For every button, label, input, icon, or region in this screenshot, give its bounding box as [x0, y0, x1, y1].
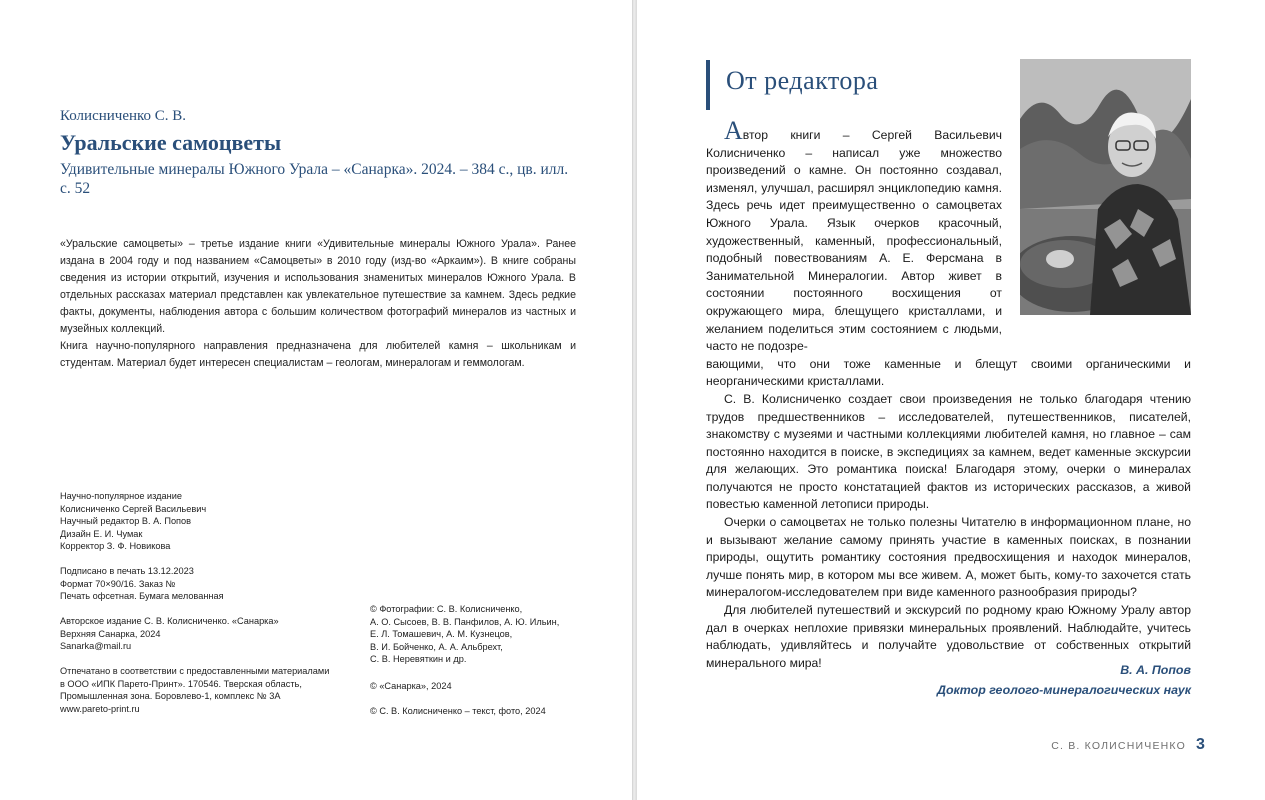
signature-name: В. А. Попов	[1120, 663, 1191, 677]
imprint-line: в ООО «ИПК Парето-Принт». 170546. Тверская область,	[60, 678, 302, 689]
credit-line: © Фотографии: С. В. Колисниченко,	[370, 604, 523, 614]
credit-line: С. В. Неревяткин и др.	[370, 654, 467, 664]
credit-line: Е. Л. Томашевич, А. М. Кузнецов,	[370, 629, 513, 639]
imprint-line: Подписано в печать 13.12.2023	[60, 566, 194, 576]
abstract-paragraph: Книга научно-популярного направления предназначена для любителей камня – школьникам и студентам. Материал будет интересен специалистам – геологам, минералогам и геммологам.	[60, 340, 576, 369]
credit-line: В. И. Бойченко, А. А. Альбрехт,	[370, 641, 503, 652]
first-paragraph-wrap	[706, 116, 1002, 356]
left-page	[0, 0, 632, 800]
signature-role: Доктор геолого-минералогических наук	[937, 683, 1191, 697]
imprint-block	[60, 490, 206, 553]
paragraph-1-lines: втор книги – Сергей Васильевич Колисниченко – написал уже множество произведений о камне. Он постоянно создавал, изменял, улучшал, расширял энциклопедию камня. Здесь речь идет преимущественно о самоцветах Южного Урала. Язык очерков красочный, художественный, каменный, профессиональный, подобный повествованиям А. Е. Ферсмана в Занимательной Минералогии. Автор живет в состоянии постоянного восхищения от окружающего мира, блещущего кристаллами, и желанием поделиться этим состоянием с людьми, часто не подозре-	[706, 128, 1002, 354]
imprint-line: Корректор З. Ф. Новикова	[60, 541, 171, 551]
abstract	[60, 236, 576, 372]
paragraph-1-continuation: вающими, что они тоже каменные и блещут своими органическими и неорганическими кристаллами.	[706, 356, 1191, 389]
drop-cap: А	[724, 116, 743, 145]
abstract-paragraph: «Уральские самоцветы» – третье издание книги «Удивительные минералы Южного Урала». Ранее издана в 2004 году и под названием «Самоцветы» в 2010 году (изд-во «Аркаим»). В книге собраны сведения из истории открытий, изучения и использования знаменитых минералов Южного Урала. В отдельных рассказах материал представлен как увлекательное путешествие за камнем. Здесь редкие факты, документы, наблюдения автора с большим количеством фотографий минералов из частных и музейных коллекций.	[60, 238, 576, 335]
imprint-block	[60, 665, 329, 715]
publisher-credit: © «Санарка», 2024	[370, 681, 452, 691]
section-heading: От редактора	[726, 66, 879, 95]
credit-line: А. О. Сысоев, В. В. Панфилов, А. Ю. Ильин,	[370, 616, 560, 627]
imprint-line: Печать офсетная. Бумага мелованная	[60, 591, 224, 601]
photo-credits	[370, 603, 559, 666]
imprint-line: Авторское издание С. В. Колисниченко. «Санарка»	[60, 616, 279, 626]
editor-text	[706, 116, 1191, 672]
paragraph-3: Очерки о самоцветах не только полезны Читателю в информационном плане, но и вызывают желание самому принять участие в каменных поисках, в познании природы, ощутить романтику состояния предвосхищения и находок минералов, лучше понять мир, в котором мы все живем. А, может быть, кому-то захочется стать минералогом-исследователем при виде каменного разнообразия природы?	[706, 515, 1191, 600]
imprint-block	[60, 565, 224, 603]
book-subtitle: Удивительные минералы Южного Урала – «Санарка». 2024. – 384 с., цв. илл. с. 52	[60, 161, 569, 197]
imprint-line: Научный редактор В. А. Попов	[60, 516, 192, 526]
page-number: 3	[1196, 736, 1205, 753]
imprint-line: Отпечатано в соответствии с предоставленными материалами	[60, 666, 330, 676]
paragraph-4: Для любителей путешествий и экскурсий по родному краю Южному Уралу автор дал в очерках неплохие привязки минеральных проявлений. Наблюдайте, учитесь наблюдать, удивляйтесь и получайте удовольствие от собственных открытий минерального мира!	[706, 603, 1191, 670]
imprint-line: Дизайн Е. И. Чумак	[60, 528, 143, 539]
imprint-line: Промышленная зона. Боровлево-1, комплекс № 3А	[60, 691, 281, 701]
imprint-line: Формат 70×90/16. Заказ №	[60, 578, 176, 589]
text-credit: © С. В. Колисниченко – текст, фото, 2024	[370, 706, 546, 716]
heading-accent-bar	[706, 60, 710, 110]
imprint-line: Колисниченко Сергей Васильевич	[60, 503, 207, 514]
book-title: Уральские самоцветы	[60, 130, 282, 155]
imprint-website: www.pareto-print.ru	[60, 703, 140, 714]
imprint-block	[60, 615, 279, 653]
imprint-line: Научно-популярное издание	[60, 491, 182, 501]
imprint-line: Верхняя Санарка, 2024	[60, 628, 161, 639]
author-line: Колисниченко С. В.	[60, 108, 187, 124]
running-footer-author: С. В. КОЛИСНИЧЕНКО	[1051, 740, 1186, 752]
imprint-email: Sanarka@mail.ru	[60, 641, 132, 651]
paragraph-2: С. В. Колисниченко создает свои произведения не только благодаря чтению трудов предшественников – исследователей, путешественников, писателей, знакомству с музеями и частными коллекциями любителей камня, но главное – сам постоянно находится в поиске, в экспедициях за камнем, ведет каменные экскурсии для желающих. Это романтика поиска! Благодаря этому, очерки о минералах получаются не просто констатацией фактов из исторических рассказов, а живой повестью каменной летописи природы.	[706, 391, 1191, 512]
